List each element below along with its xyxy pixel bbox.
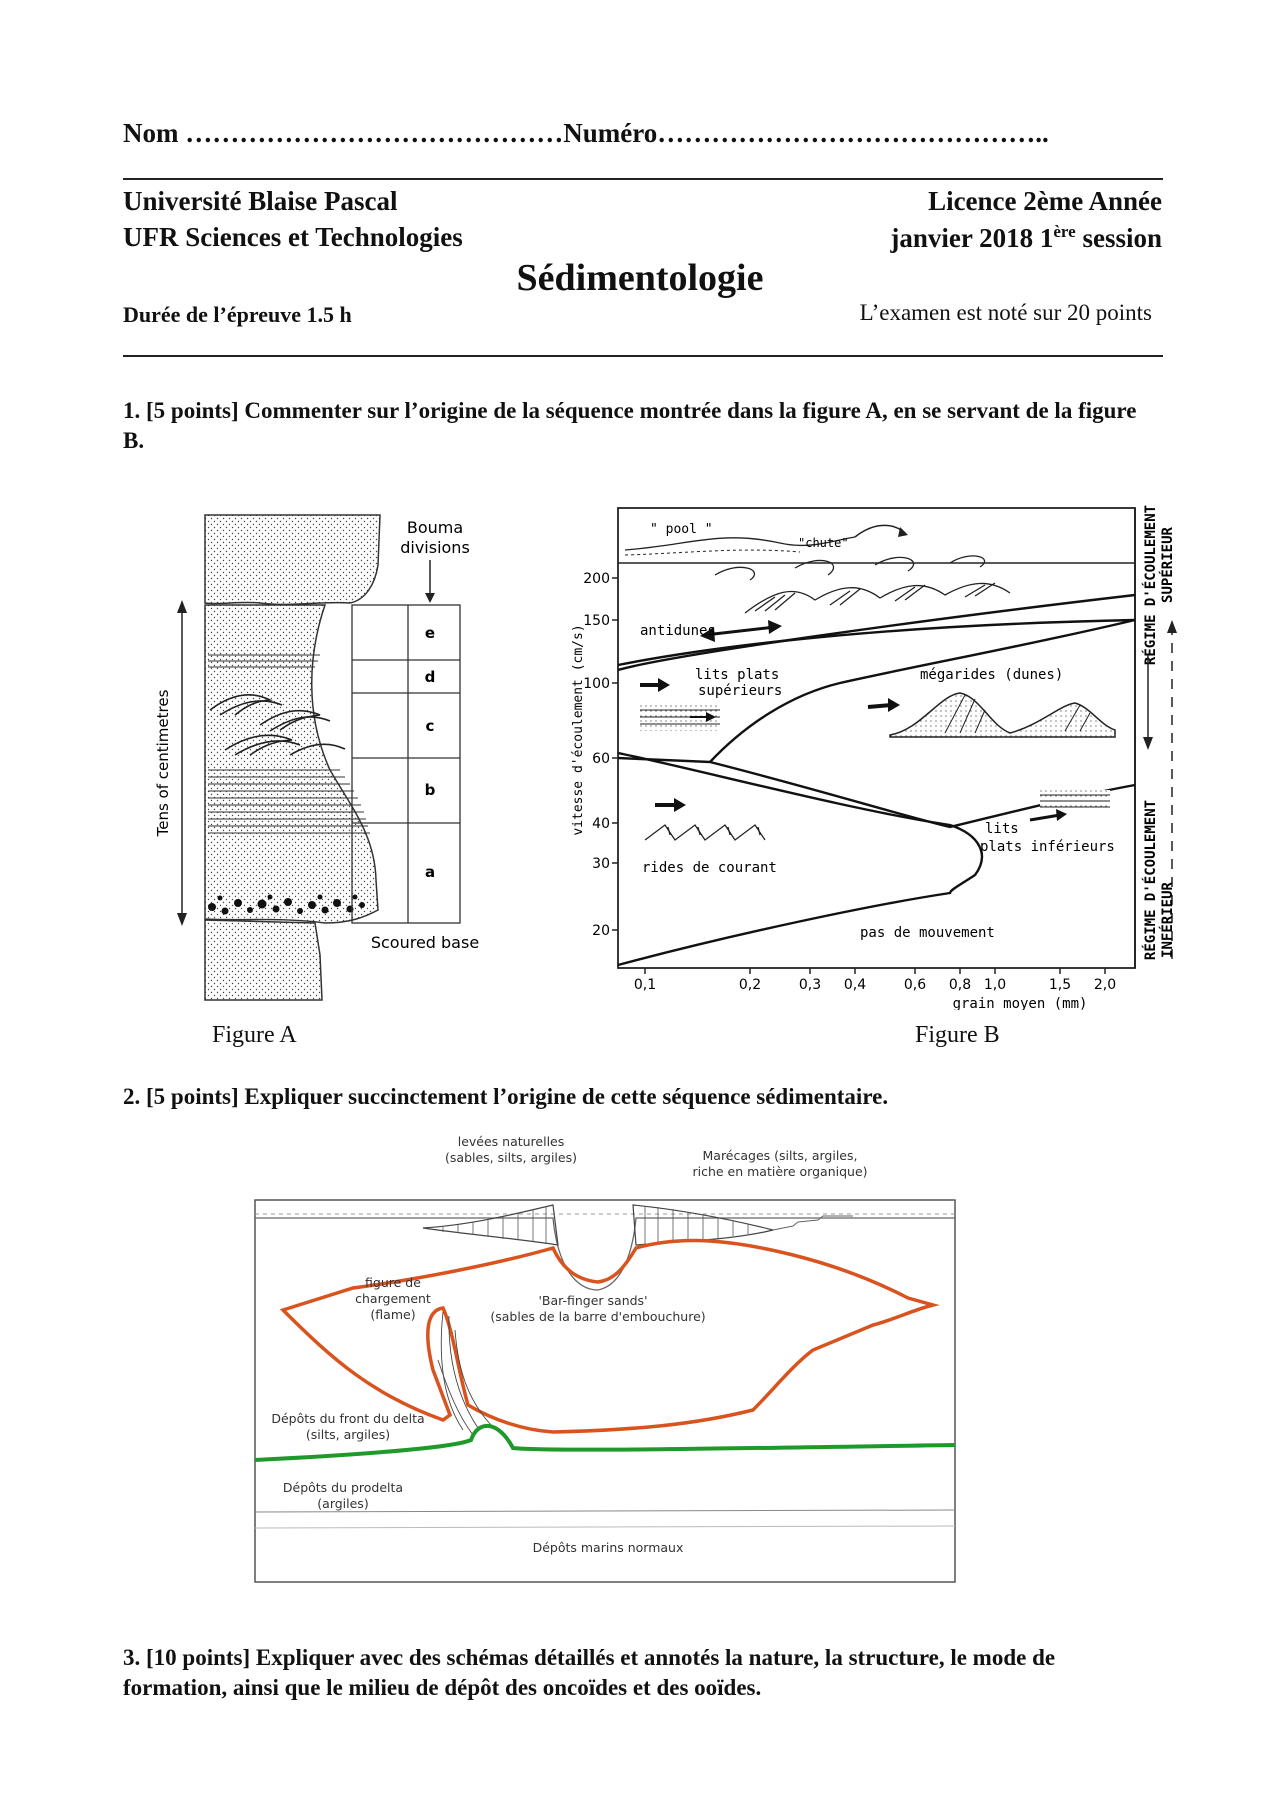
upper-flat-label-1: lits plats — [695, 667, 780, 683]
figure-a-caption: Figure A — [212, 1022, 297, 1048]
regime-down-arrow-icon — [1143, 737, 1153, 750]
ripple-arrowhead-icon — [674, 798, 686, 812]
lower-flat-arrow — [1030, 815, 1060, 820]
regime-up-arrow-icon — [1167, 620, 1177, 633]
duration-label: Durée de l’épreuve 1.5 h — [123, 302, 352, 327]
regime-lower-label-2: INFÉRIEUR — [1160, 882, 1176, 958]
lower-flat-bed-sketch — [1040, 790, 1110, 810]
ripples-label: rides de courant — [642, 860, 777, 876]
antidune-sketch — [715, 556, 1010, 613]
x-tick-1-5: 1,5 — [1048, 977, 1072, 993]
upper-bed — [205, 515, 380, 604]
regime-upper-label-1: RÉGIME D'ÉCOULEMENT — [1143, 505, 1159, 666]
scale-label: Tens of centimetres — [154, 689, 172, 837]
marine-label: Dépôts marins normaux — [532, 1540, 684, 1555]
y-tick-30: 30 — [592, 856, 610, 872]
plot-frame — [618, 508, 1135, 968]
header-top-rule — [123, 178, 1163, 180]
question-3: 3. [10 points] Expliquer avec des schémas détaillés et annotés la nature, la structure, le mode de formation, ainsi que le milieu de dépôt des oncoïdes et des ooïdes. — [123, 1645, 1056, 1700]
prodelta-label-1: Dépôts du prodelta — [282, 1480, 404, 1495]
division-c: c — [425, 717, 435, 735]
x-tick-2-0: 2,0 — [1093, 977, 1117, 993]
lower-flat-arrowhead-icon — [1056, 809, 1067, 821]
scale-arrow-bottom-icon — [177, 913, 187, 926]
session-label — [890, 222, 1162, 254]
ufr-name: UFR Sciences et Technologies — [123, 222, 463, 252]
x-tick-0-3: 0,3 — [798, 977, 822, 993]
delta-front-label-1: Dépôts du front du delta — [271, 1411, 425, 1426]
scale-arrow-top-icon — [177, 600, 187, 613]
y-tick-20: 20 — [592, 923, 610, 939]
division-a: a — [424, 863, 436, 881]
bouma-label-2: divisions — [400, 538, 470, 557]
marsh-label-2: riche en matière organique) — [692, 1164, 868, 1179]
name-number-line: Nom ……………………………………Numéro…………………………………….. — [123, 118, 1049, 148]
university-name: Université Blaise Pascal — [123, 186, 398, 216]
session-suffix: session — [1075, 223, 1162, 253]
grading-label: L’examen est noté sur 20 points — [859, 300, 1152, 325]
x-tick-0-6: 0,6 — [903, 977, 927, 993]
regime-upper-label-2: SUPÉRIEUR — [1160, 527, 1176, 603]
levees-label-2: (sables, silts, argiles) — [445, 1150, 577, 1165]
megaripples-label: mégarides (dunes) — [920, 667, 1064, 683]
bar-sand-label-2: (sables de la barre d'embouchure) — [490, 1309, 706, 1324]
upper-flat-label-2: supérieurs — [698, 683, 783, 699]
question-1: 1. [5 points] Commenter sur l’origine de la séquence montrée dans la figure A, en se servant de la figure B. — [123, 398, 1137, 453]
session-prefix: janvier 2018 1 — [890, 223, 1054, 253]
y-tick-150: 150 — [583, 613, 610, 629]
lower-bed — [205, 920, 322, 1000]
scoured-base-label: Scoured base — [370, 933, 480, 952]
division-b: b — [424, 781, 436, 799]
x-tick-0-4: 0,4 — [843, 977, 867, 993]
exam-title: Sédimentologie — [516, 257, 764, 299]
current-ripple-sketch — [645, 825, 765, 840]
marsh-label-1: Marécages (silts, argiles, — [702, 1148, 858, 1163]
antidune-arrowhead-right-icon — [768, 620, 782, 634]
x-ticks — [645, 968, 1105, 974]
megaripple-arrowhead-icon — [888, 698, 900, 712]
flame-label-3: (flame) — [370, 1307, 416, 1322]
pool-label: " pool " — [650, 522, 713, 537]
division-d: d — [424, 668, 436, 686]
flame-label-2: chargement — [355, 1291, 431, 1306]
figure-b-caption: Figure B — [915, 1022, 1000, 1048]
x-tick-0-2: 0,2 — [738, 977, 762, 993]
delta-frame — [255, 1200, 955, 1582]
x-tick-0-8: 0,8 — [948, 977, 972, 993]
session-sup: ère — [1053, 222, 1076, 241]
prodelta-label-2: (argiles) — [317, 1496, 369, 1511]
division-e: e — [424, 624, 436, 642]
lower-flat-label-1: lits — [985, 821, 1019, 837]
no-movement-label: pas de mouvement — [860, 925, 995, 941]
bouma-arrowhead-icon — [425, 593, 435, 603]
question-2: 2. [5 points] Expliquer succinctement l’origine de cette séquence sédimentaire. — [123, 1084, 889, 1109]
antidunes-label: antidunes — [640, 623, 716, 639]
figure-b — [570, 505, 1190, 1010]
megaripple-sketch — [890, 693, 1115, 737]
y-tick-200: 200 — [583, 571, 610, 587]
y-ticks — [612, 578, 618, 930]
regime-boundaries — [618, 595, 1135, 965]
x-tick-1-0: 1,0 — [983, 977, 1007, 993]
x-axis-label: grain moyen (mm) — [952, 996, 1088, 1010]
y-axis-label: vitesse d'écoulement (cm/s) — [571, 624, 586, 836]
figure-c-delta — [253, 1130, 958, 1585]
level-label: Licence 2ème Année — [928, 186, 1162, 216]
levees-label-1: levées naturelles — [457, 1134, 565, 1149]
figure-a — [150, 505, 500, 1005]
header-bottom-rule — [123, 355, 1163, 357]
upper-flat-arrowhead-icon — [658, 678, 670, 692]
bouma-label-1: Bouma — [406, 518, 464, 537]
chute-label: "chute" — [798, 536, 849, 550]
delta-front-label-2: (silts, argiles) — [305, 1427, 391, 1442]
y-tick-60: 60 — [592, 751, 610, 767]
y-tick-40: 40 — [592, 816, 610, 832]
upper-flat-bed-sketch — [640, 703, 720, 731]
regime-lower-label-1: RÉGIME D'ÉCOULEMENT — [1143, 799, 1159, 961]
x-tick-0-1: 0,1 — [633, 977, 657, 993]
bar-sand-label-1: 'Bar-finger sands' — [538, 1293, 648, 1308]
flame-label-1: figure de — [365, 1275, 421, 1290]
lower-flat-label-2: plats inférieurs — [980, 839, 1115, 855]
y-tick-100: 100 — [583, 676, 610, 692]
